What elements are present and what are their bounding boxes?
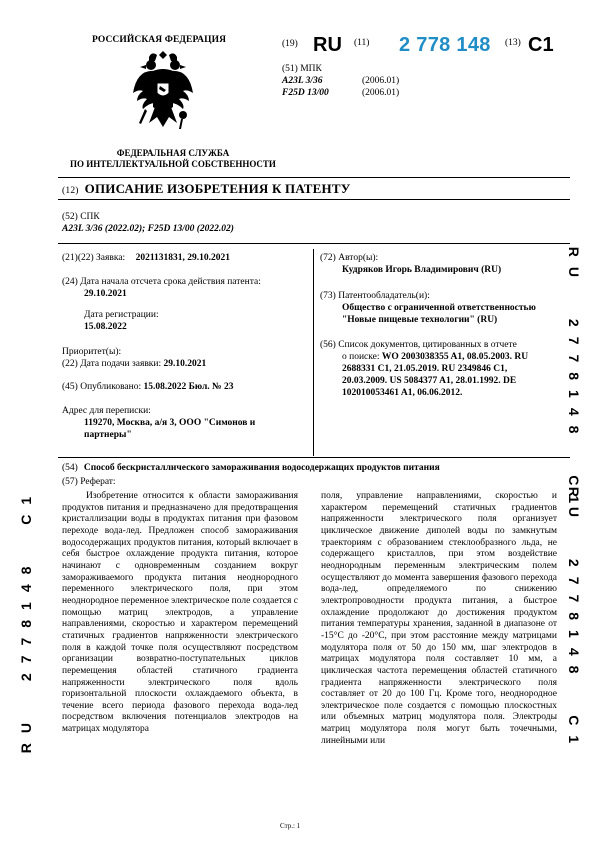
abstract-left-column: Изобретение относится к области замораживания продуктов питания и предназначено для предотвращения кристаллизации воды в продуктах питания при фазовом переходе вода-лед. Предложен способ замораживания водосодержащих продуктов питания, который включает в себя быстрое охлаждение продукта питания, которое начинают с одновременным созданием вокруг замораживаемого продукта питания неоднородного переменного электрического поля, при этом неоднородное переменное электрическое поле создается с помощью матриц электродов, а управление направлениями, скоростью и характером перемещений статичных градиентов напряженности электрического поля в каждой точке поля осуществляют посредством организации возвратно-поступательных циклов перемещения областей статичного градиента напряженности электрического поля вдоль горизонтальной плоскости охлаждаемого объекта, в течение всего периода фазового перехода вода-лед посредством включения потенциалов электродов на матрицах модулятора [62,491,298,735]
code-19: (19) [282,39,298,49]
correspondence-address: Адрес для переписки: 119270, Москва, а/я 3, ООО "Симонов и партнеры" [62,406,256,440]
abstract-label: (57) Реферат: [62,477,116,487]
document-title: (12) ОПИСАНИЕ ИЗОБРЕТЕНИЯ К ПАТЕНТУ [62,181,351,196]
abstract-right-column: поля, управление направлениями, скоростью и характером перемещений статичных градиентов напряженности электрического поля организует циклическое движение диполей воды по замкнутым траекториям с образованием стеклообразного льда, не содержащего кристаллов, при этом воздействие неоднородным переменным электрическим полем осуществляют до момента завершения фазового перехода вода-лед, определяемого по снижению электропроводности продукта питания, а быстрое охлаждение продолжают до достижения продуктом питания температуры хранения, заданной в диапазоне от -15°С до -20°С, при этом расстояние между матрицами модулятора поля от 50 до 150 мм, шаг электродов в матрицах модулятора поля составляет 10 мм, а циклическая частота перемещения областей статичного градиента напряженности электрического поля составляет от 20 до 100 Гц. Кроме того, неоднородное электрическое поле создается с помощью плоскостных или объемных матриц модулятора поля. Электроды матриц модулятора поля могут быть точечными, линейными или [321,491,557,746]
divider [58,243,570,244]
term-start: (24) Дата начала отсчета срока действия патента: 29.10.2021 [62,277,261,299]
application-info: (21)(22) Заявка: 2021131831, 29.10.2021 [62,253,231,263]
priority-label: Приоритет(ы): [62,347,122,357]
country-name: РОССИЙСКАЯ ФЕДЕРАЦИЯ [92,35,227,45]
registration-date: Дата регистрации: 15.08.2022 [84,310,159,332]
publication-info: (45) Опубликовано: 15.08.2022 Бюл. № 23 [62,382,234,392]
authors: (72) Автор(ы): Кудряков Игорь Владимирович (RU) [320,253,502,275]
ipc-classification [282,63,399,99]
code-13: (13) [505,38,521,48]
ipc-entry: F25D 13/00 (2006.01) [282,88,400,98]
filing-date: (22) Дата подачи заявки: 29.10.2021 [62,359,207,369]
divider [58,457,570,458]
page-number: Стр.: 1 [280,822,301,830]
invention-title: (54) Способ бескристаллического замораживания водосодержащих продуктов питания [62,463,440,473]
divider [58,199,570,200]
cpc-classification: (52) СПК A23L 3/36 (2022.02); F25D 13/00 (2022.02) [62,212,234,234]
kind-code: C1 [528,34,554,56]
patent-number: 2 778 148 [399,34,491,56]
patent-owner: (73) Патентообладатель(и): Общество с ограниченной ответственностью "Новые пищевые технологии" (RU) [320,291,536,325]
divider [58,177,570,178]
column-divider [313,249,314,456]
country-code: RU [313,34,342,56]
ipc-entry: A23L 3/36 (2006.01) [282,76,400,86]
cited-documents: (56) Список документов, цитированных в отчете о поиске: WO 2003038355 A1, 08.05.2003. RU 2688331 C1, 21.05.2019. RU 2349846 C1, 20.03.2009. US 5084377 A1, 28.01.1992. DE 102010053461 A1, 06.06.2012. [320,340,529,398]
coat-of-arms-icon [129,49,197,137]
code-11: (11) [354,38,370,48]
ipc-label: (51) МПК [282,64,322,74]
agency-name: ФЕДЕРАЛЬНАЯ СЛУЖБА ПО ИНТЕЛЛЕКТУАЛЬНОЙ СОБСТВЕННОСТИ [70,148,276,169]
